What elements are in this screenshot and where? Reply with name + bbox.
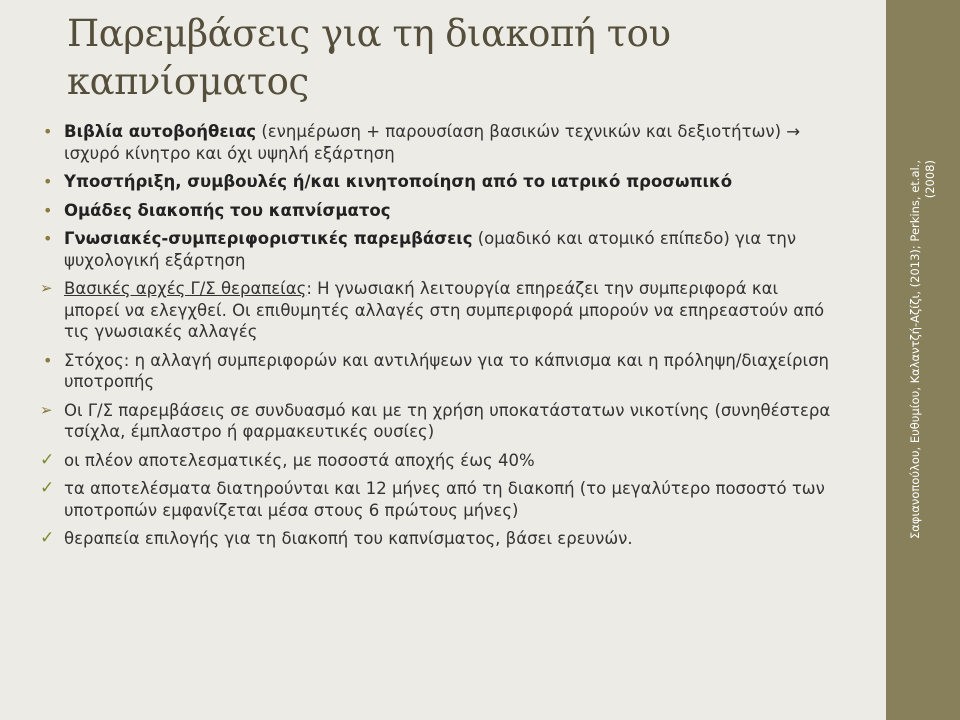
checkmark-icon: ✓ <box>40 528 55 548</box>
bullet-item <box>40 278 832 343</box>
bullet-marker-icon: • <box>43 229 53 248</box>
checkmark-icon: ✓ <box>40 478 55 498</box>
bullet-marker-icon: • <box>43 200 53 220</box>
arrow-bullet-icon: ➢ <box>40 279 53 297</box>
bullet-marker-icon: • <box>43 350 53 370</box>
bullet-text: : Η γνωσιακή λειτουργία επηρεάζει την συμπεριφορά και μπορεί να ελεγχθεί. Οι επιθυμητές αλλαγές στη συμπεριφορά μπορούν να επηρεαστούν από τις γνωσιακές αλλαγές <box>64 279 825 341</box>
bullet-text: οι πλέον αποτελεσματικές, με ποσοστά αποχής έως 40% <box>64 450 535 470</box>
bullet-marker-icon: • <box>43 122 53 141</box>
bullet-bold-text: Γνωσιακές-συμπεριφοριστικές παρεμβάσεις <box>64 229 473 248</box>
bullet-bold-text: Υποστήριξη, συμβουλές ή/και κινητοποίηση από το ιατρικό προσωπικό <box>64 172 733 191</box>
bullet-item <box>40 528 832 550</box>
bullet-item <box>40 121 832 164</box>
bullet-item <box>40 450 832 472</box>
bullet-item <box>40 478 832 521</box>
bullet-item <box>40 171 832 193</box>
bullet-item <box>40 200 832 222</box>
checkmark-icon: ✓ <box>40 449 55 470</box>
bullet-item <box>40 228 832 271</box>
arrow-bullet-icon: ➢ <box>40 400 53 419</box>
bullet-underlined-text: Βασικές αρχές Γ/Σ θεραπείας <box>64 279 307 298</box>
bullet-text: (ενημέρωση + παρουσίαση βασικών τεχνικών και δεξιοτήτων) → ισχυρό κίνητρο και όχι υψηλή εξάρτηση <box>64 122 801 163</box>
bullet-item <box>40 400 832 443</box>
bullet-text: Στόχος: η αλλαγή συμπεριφορών και αντιλήψεων για το κάπνισμα και η πρόληψη/διαχείριση υποτροπής <box>64 350 829 391</box>
bullet-list <box>40 121 832 557</box>
bullet-bold-text: Βιβλία αυτοβοήθειας <box>64 122 257 141</box>
citation-text: Σαφιανοπούλου, Ευθυμίου, Καλαντζή-Αζίζι, (2013); Perkins, et.al., (2008) <box>908 160 937 539</box>
bullet-text: (ομαδικό και ατομικό επίπεδο) για την ψυχολογική εξάρτηση <box>64 229 797 270</box>
bullet-text: θεραπεία επιλογής για τη διακοπή του καπνίσματος, βάσει ερευνών. <box>64 529 633 548</box>
bullet-item <box>40 350 832 393</box>
sidebar-band <box>886 0 960 720</box>
bullet-marker-icon: • <box>43 172 53 191</box>
slide-title: Παρεμβάσεις για τη διακοπή του καπνίσματος <box>67 12 671 103</box>
bullet-text: τα αποτελέσματα διατηρούνται και 12 μήνες από τη διακοπή (το μεγαλύτερο ποσοστό των υποτροπών εμφανίζεται μέσα στους 6 πρώτους μήνες) <box>64 479 825 520</box>
bullet-text: Οι Γ/Σ παρεμβάσεις σε συνδυασμό και με τη χρήση υποκατάστατων νικοτίνης (συνηθέστερα τσίχλα, έμπλαστρο ή φαρμακευτικές ουσίες) <box>64 400 831 441</box>
bullet-bold-text: Ομάδες διακοπής του καπνίσματος <box>64 200 391 220</box>
